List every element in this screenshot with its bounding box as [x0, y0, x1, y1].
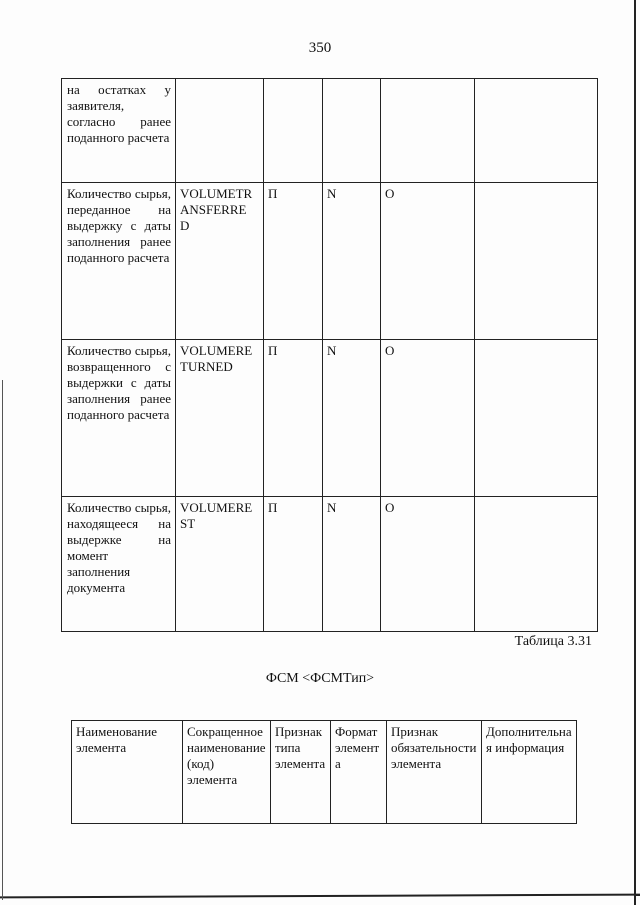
header-element-name: Наименование элемента [72, 721, 183, 824]
table-header-row [72, 721, 577, 824]
scan-edge-right [634, 0, 636, 905]
table-row [62, 340, 598, 497]
element-required-cell: О [381, 340, 475, 497]
element-code-cell [176, 79, 264, 183]
table-row [62, 497, 598, 632]
element-format-cell: N [323, 340, 381, 497]
element-type-cell: П [264, 497, 323, 632]
element-name-cell: Количество сырья, переданное на выдержку с даты заполнения ранее поданного расчета [62, 183, 176, 340]
element-name-cell: Количество сырья, возвращенного с выдержки с даты заполнения ранее поданного расчета [62, 340, 176, 497]
table-row [62, 183, 598, 340]
element-code-cell: VOLUMETR ANSFERRE D [176, 183, 264, 340]
element-type-cell: П [264, 183, 323, 340]
element-format-cell: N [323, 497, 381, 632]
element-required-cell: О [381, 497, 475, 632]
element-name-cell: на остатках у заявителя, согласно ранее поданного расчета [62, 79, 176, 183]
element-info-cell [475, 497, 598, 632]
header-element-format: Формат элемента [331, 721, 387, 824]
element-type-cell: П [264, 340, 323, 497]
section-title: ФСМ <ФСМТип> [265, 671, 375, 686]
header-element-code: Сокращенное наименование (код) элемента [183, 721, 271, 824]
scan-edge-bottom [0, 894, 640, 899]
element-type-cell [264, 79, 323, 183]
header-element-required: Признак обязательности элемента [387, 721, 482, 824]
element-format-cell: N [323, 183, 381, 340]
fsm-elements-table [71, 720, 577, 824]
table-caption: Таблица 3.31 [514, 634, 592, 649]
element-name-cell: Количество сырья, находящееся на выдержке на момент заполнения документа [62, 497, 176, 632]
elements-table-continued [61, 78, 598, 632]
table-row [62, 79, 598, 183]
element-required-cell: О [381, 183, 475, 340]
element-code-cell: VOLUMERE ST [176, 497, 264, 632]
header-element-type: Признак типа элемента [271, 721, 331, 824]
scan-edge-left [2, 380, 3, 900]
element-required-cell [381, 79, 475, 183]
element-code-cell: VOLUMERE TURNED [176, 340, 264, 497]
element-info-cell [475, 340, 598, 497]
element-info-cell [475, 79, 598, 183]
header-additional-info: Дополнительная информация [482, 721, 577, 824]
element-format-cell [323, 79, 381, 183]
page-number: 350 [308, 40, 332, 56]
element-info-cell [475, 183, 598, 340]
